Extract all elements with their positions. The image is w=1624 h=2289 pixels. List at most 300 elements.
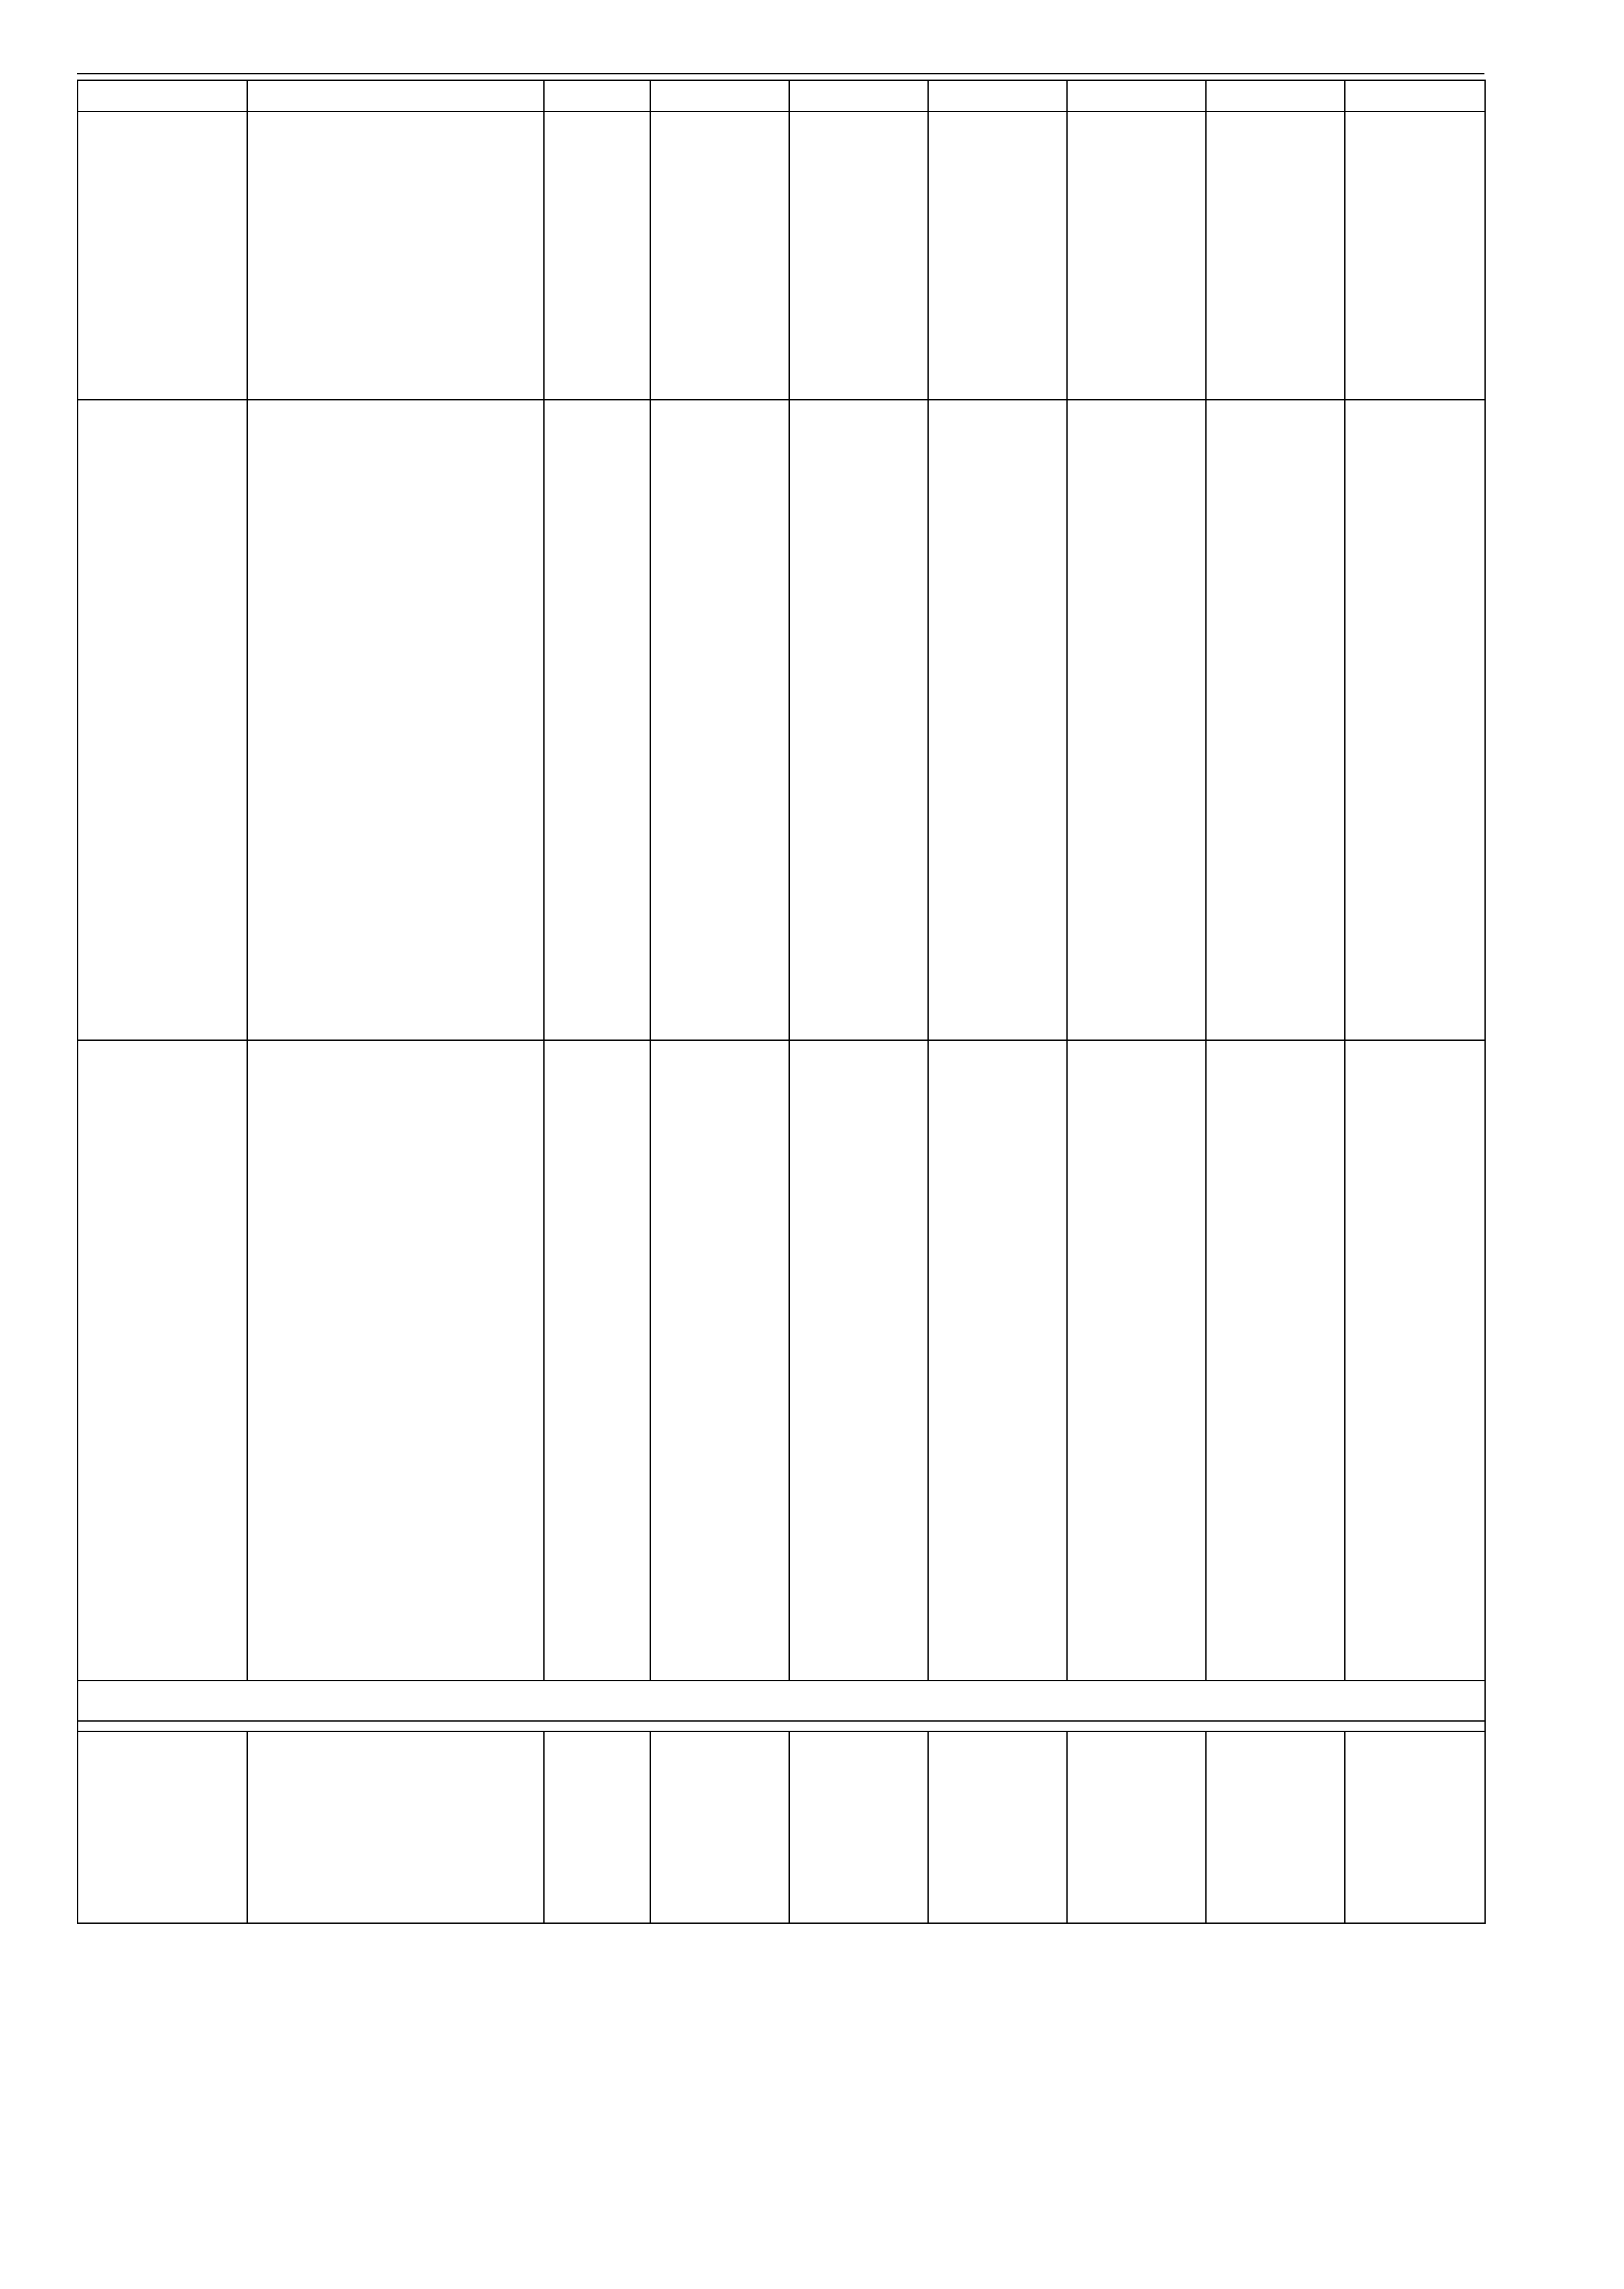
zone-code: [544, 1456, 650, 1488]
rate-value: [928, 1827, 1067, 1859]
rate-value: [1206, 1456, 1345, 1488]
rate-value: [789, 464, 928, 496]
rate-value: [789, 912, 928, 944]
rate-value: [650, 688, 789, 720]
rate-value: [1067, 112, 1206, 143]
rate-value: [1067, 143, 1206, 175]
rate-value: [650, 560, 789, 591]
rate-value: [1206, 1008, 1345, 1040]
zone-code: [544, 1040, 650, 1072]
rate-value: [1206, 1552, 1345, 1584]
rate-value: [650, 976, 789, 1008]
rate-code: [78, 112, 247, 400]
column-number: [928, 80, 1067, 112]
rate-value: [789, 1891, 928, 1923]
rate-value: [650, 1136, 789, 1168]
rate-total: [1345, 400, 1485, 1040]
table-title-cell: [78, 1681, 1485, 1721]
rate-value: [1067, 1827, 1206, 1859]
rate-value: [1067, 752, 1206, 784]
rate-value: [928, 591, 1067, 623]
rate-value: [650, 1360, 789, 1392]
rate-value: [650, 1296, 789, 1328]
rate-value: [1067, 1552, 1206, 1584]
rate-value: [1206, 1360, 1345, 1392]
rate-value: [650, 1072, 789, 1104]
rate-value: [789, 400, 928, 432]
rate-value: [650, 400, 789, 432]
zone-code: [544, 464, 650, 496]
rate-value: [928, 1552, 1067, 1584]
rate-value: [928, 560, 1067, 591]
rate-value: [789, 1392, 928, 1424]
rate-code: [78, 1731, 247, 1924]
rate-value: [1067, 432, 1206, 464]
rate-value: [1067, 688, 1206, 720]
zone-code: [544, 624, 650, 656]
rate-value: [650, 944, 789, 976]
rate-value: [789, 1827, 928, 1859]
rate-value: [1067, 1488, 1206, 1520]
zone-code: [544, 1488, 650, 1520]
zone-code: [544, 1584, 650, 1616]
rate-value: [650, 1104, 789, 1136]
rate-value: [1067, 816, 1206, 848]
rate-value: [1067, 1795, 1206, 1827]
rate-value: [928, 239, 1067, 271]
rate-value: [650, 1616, 789, 1648]
rate-value: [789, 1552, 928, 1584]
rate-value: [650, 336, 789, 368]
rate-value: [1206, 784, 1345, 816]
rate-value: [928, 207, 1067, 239]
rate-value: [789, 271, 928, 303]
rate-value: [789, 1328, 928, 1360]
rate-value: [789, 432, 928, 464]
table-row: [78, 1731, 1485, 1763]
rate-value: [1206, 1168, 1345, 1200]
rate-value: [789, 560, 928, 591]
zone-code: [544, 1827, 650, 1859]
rate-value: [1206, 752, 1345, 784]
rate-value: [650, 912, 789, 944]
rate-value: [1067, 784, 1206, 816]
zone-code: [544, 784, 650, 816]
rate-value: [650, 432, 789, 464]
rate-value: [928, 464, 1067, 496]
rate-value: [650, 784, 789, 816]
rate-value: [928, 143, 1067, 175]
rate-value: [1206, 591, 1345, 623]
rate-value: [789, 1008, 928, 1040]
zone-code: [544, 175, 650, 207]
zone-code: [544, 1296, 650, 1328]
zone-code: [544, 432, 650, 464]
rate-value: [928, 848, 1067, 880]
rate-value: [1206, 368, 1345, 400]
rate-value: [928, 368, 1067, 400]
rate-value: [928, 1731, 1067, 1763]
rate-value: [650, 1520, 789, 1552]
rate-value: [928, 976, 1067, 1008]
rate-value: [928, 1424, 1067, 1456]
rate-value: [928, 336, 1067, 368]
rate-value: [1206, 1520, 1345, 1552]
column-number: [78, 80, 247, 112]
rate-value: [1206, 239, 1345, 271]
rate-value: [650, 1731, 789, 1763]
rate-value: [1206, 1616, 1345, 1648]
subheading-row: [78, 1721, 1485, 1731]
rate-total: [1345, 112, 1485, 400]
rate-value: [789, 1264, 928, 1296]
rate-value: [789, 1232, 928, 1264]
rate-value: [650, 239, 789, 271]
rate-value: [1067, 304, 1206, 336]
rate-value: [928, 1795, 1067, 1827]
zone-code: [544, 112, 650, 143]
rate-value: [1067, 1616, 1206, 1648]
rate-value: [650, 1763, 789, 1795]
rate-value: [928, 1649, 1067, 1681]
rate-value: [650, 464, 789, 496]
rate-value: [928, 1520, 1067, 1552]
rate-value: [1206, 1392, 1345, 1424]
zone-code: [544, 976, 650, 1008]
zone-code: [544, 368, 650, 400]
zone-code: [544, 496, 650, 528]
rate-total: [1345, 1040, 1485, 1681]
rate-value: [789, 528, 928, 560]
rate-value: [1206, 560, 1345, 591]
rate-value: [1067, 1424, 1206, 1456]
rate-code: [78, 400, 247, 1040]
zone-code: [544, 1360, 650, 1392]
rate-value: [1206, 271, 1345, 303]
rate-value: [789, 1859, 928, 1891]
table-row: [78, 1040, 1485, 1072]
rate-value: [1206, 1200, 1345, 1232]
rate-value: [928, 304, 1067, 336]
rate-value: [928, 175, 1067, 207]
zone-code: [544, 1795, 650, 1827]
rate-value: [928, 1168, 1067, 1200]
rate-value: [1206, 688, 1345, 720]
rate-value: [789, 207, 928, 239]
zone-code: [544, 304, 650, 336]
rate-value: [650, 624, 789, 656]
rate-value: [789, 688, 928, 720]
rate-value: [1206, 112, 1345, 143]
zone-code: [544, 207, 650, 239]
rate-value: [1067, 1731, 1206, 1763]
zone-code: [544, 656, 650, 688]
rate-value: [789, 1584, 928, 1616]
rate-value: [650, 1392, 789, 1424]
rate-value: [1206, 1424, 1345, 1456]
rate-value: [1206, 1040, 1345, 1072]
rate-value: [650, 1649, 789, 1681]
rate-value: [1067, 624, 1206, 656]
column-number-row: [78, 80, 1485, 112]
column-number: [1067, 80, 1206, 112]
rate-value: [1206, 1649, 1345, 1681]
rate-value: [1067, 1136, 1206, 1168]
rate-value: [1067, 720, 1206, 752]
rate-value: [1206, 1859, 1345, 1891]
rate-value: [789, 816, 928, 848]
rate-value: [1067, 1649, 1206, 1681]
rate-value: [789, 304, 928, 336]
rate-value: [928, 752, 1067, 784]
rate-value: [1206, 1584, 1345, 1616]
rate-value: [1206, 207, 1345, 239]
rate-value: [789, 848, 928, 880]
rate-value: [928, 1360, 1067, 1392]
rate-value: [789, 143, 928, 175]
rate-value: [650, 1008, 789, 1040]
rate-value: [928, 1200, 1067, 1232]
rate-value: [1206, 1264, 1345, 1296]
rate-value: [650, 1456, 789, 1488]
zone-code: [544, 400, 650, 432]
rate-description: [247, 400, 544, 1040]
rate-value: [1206, 1072, 1345, 1104]
rate-value: [650, 207, 789, 239]
rate-value: [650, 816, 789, 848]
zone-code: [544, 848, 650, 880]
rate-value: [1067, 1040, 1206, 1072]
rate-value: [1206, 1827, 1345, 1859]
rate-value: [789, 1296, 928, 1328]
rate-value: [650, 1232, 789, 1264]
rate-value: [1206, 1296, 1345, 1328]
rate-description: [247, 1040, 544, 1681]
zone-code: [544, 560, 650, 591]
rate-value: [789, 944, 928, 976]
rate-value: [789, 1763, 928, 1795]
rate-value: [1206, 944, 1345, 976]
rate-value: [1206, 464, 1345, 496]
zone-code: [544, 1168, 650, 1200]
rate-value: [1206, 1488, 1345, 1520]
zone-code: [544, 591, 650, 623]
rate-value: [1067, 1104, 1206, 1136]
rate-value: [1206, 336, 1345, 368]
rate-value: [1206, 1104, 1345, 1136]
rate-value: [789, 1424, 928, 1456]
rate-value: [928, 624, 1067, 656]
rate-value: [1067, 1891, 1206, 1923]
rate-value: [1067, 1264, 1206, 1296]
rate-value: [789, 880, 928, 912]
zone-code: [544, 1552, 650, 1584]
rate-value: [1206, 175, 1345, 207]
rate-value: [1206, 400, 1345, 432]
rate-value: [650, 720, 789, 752]
rate-value: [1067, 464, 1206, 496]
rate-value: [1067, 239, 1206, 271]
rate-value: [1067, 528, 1206, 560]
rate-value: [789, 1795, 928, 1827]
rate-value: [1067, 848, 1206, 880]
rate-value: [1067, 271, 1206, 303]
rate-value: [789, 1649, 928, 1681]
rate-value: [650, 112, 789, 143]
column-number: [247, 80, 544, 112]
rate-value: [789, 784, 928, 816]
rate-value: [1206, 1763, 1345, 1795]
rate-value: [1067, 912, 1206, 944]
rate-value: [928, 1040, 1067, 1072]
rate-value: [789, 1040, 928, 1072]
zone-code: [544, 1136, 650, 1168]
rate-value: [928, 112, 1067, 143]
rate-value: [650, 1488, 789, 1520]
rate-value: [1067, 175, 1206, 207]
rate-total: [1345, 1731, 1485, 1924]
table-row: [78, 112, 1485, 143]
rate-value: [928, 1296, 1067, 1328]
rate-value: [1206, 528, 1345, 560]
rate-value: [789, 1168, 928, 1200]
rate-value: [1067, 368, 1206, 400]
rate-value: [1206, 848, 1345, 880]
rate-value: [1067, 1859, 1206, 1891]
rate-value: [789, 1731, 928, 1763]
rate-value: [650, 1040, 789, 1072]
rate-value: [789, 1456, 928, 1488]
rate-value: [650, 591, 789, 623]
rate-value: [789, 1200, 928, 1232]
rate-value: [650, 1424, 789, 1456]
rate-value: [789, 1616, 928, 1648]
rate-value: [928, 496, 1067, 528]
zone-code: [544, 816, 650, 848]
zone-code: [544, 1763, 650, 1795]
rate-value: [1206, 720, 1345, 752]
rates-table: [77, 80, 1486, 1924]
rate-value: [1206, 1328, 1345, 1360]
rate-value: [1067, 1232, 1206, 1264]
zone-code: [544, 752, 650, 784]
zone-code: [544, 1072, 650, 1104]
rate-value: [1067, 207, 1206, 239]
rate-value: [1206, 1136, 1345, 1168]
rate-value: [1067, 1072, 1206, 1104]
rate-value: [789, 1520, 928, 1552]
rate-value: [928, 688, 1067, 720]
rate-value: [1067, 336, 1206, 368]
rate-value: [928, 912, 1067, 944]
rate-value: [1067, 1456, 1206, 1488]
rate-value: [1206, 912, 1345, 944]
rate-value: [1067, 1360, 1206, 1392]
rate-value: [1067, 1168, 1206, 1200]
rate-value: [928, 1264, 1067, 1296]
rate-value: [1067, 591, 1206, 623]
rate-value: [650, 1859, 789, 1891]
rate-value: [1206, 816, 1345, 848]
rate-value: [650, 175, 789, 207]
rate-value: [650, 1200, 789, 1232]
rate-value: [1067, 656, 1206, 688]
rate-value: [928, 1328, 1067, 1360]
zone-code: [544, 1616, 650, 1648]
rate-value: [1206, 1795, 1345, 1827]
rate-value: [1067, 1520, 1206, 1552]
rate-value: [650, 848, 789, 880]
rate-value: [928, 1616, 1067, 1648]
rate-value: [928, 944, 1067, 976]
zone-code: [544, 1731, 650, 1763]
zone-code: [544, 1264, 650, 1296]
rate-value: [789, 496, 928, 528]
rate-value: [650, 656, 789, 688]
rate-value: [928, 1136, 1067, 1168]
table-row: [78, 400, 1485, 432]
rate-value: [1067, 1200, 1206, 1232]
zone-code: [544, 1104, 650, 1136]
column-number: [1206, 80, 1345, 112]
column-number: [650, 80, 789, 112]
rate-value: [1067, 496, 1206, 528]
rate-description: [247, 1731, 544, 1924]
rate-value: [1067, 1584, 1206, 1616]
zone-code: [544, 1232, 650, 1264]
subheading: [78, 1721, 1485, 1731]
rate-value: [650, 1552, 789, 1584]
rate-value: [650, 1891, 789, 1923]
zone-code: [544, 944, 650, 976]
rate-value: [789, 112, 928, 143]
rate-value: [650, 496, 789, 528]
rate-value: [789, 1136, 928, 1168]
measure-line: [85, 1693, 1478, 1715]
rate-value: [789, 175, 928, 207]
rate-value: [1206, 1731, 1345, 1763]
rate-value: [1206, 496, 1345, 528]
zone-code: [544, 1424, 650, 1456]
rate-value: [928, 784, 1067, 816]
rate-value: [928, 656, 1067, 688]
rate-value: [650, 528, 789, 560]
zone-code: [544, 239, 650, 271]
zone-code: [544, 1392, 650, 1424]
zone-code: [544, 1200, 650, 1232]
rate-value: [789, 976, 928, 1008]
zone-code: [544, 912, 650, 944]
rate-value: [1067, 1763, 1206, 1795]
zone-code: [544, 1328, 650, 1360]
rate-value: [1067, 1328, 1206, 1360]
rate-value: [789, 368, 928, 400]
rate-value: [650, 880, 789, 912]
rate-value: [928, 432, 1067, 464]
rate-value: [789, 656, 928, 688]
column-number: [544, 80, 650, 112]
rate-value: [1067, 880, 1206, 912]
zone-code: [544, 880, 650, 912]
rate-value: [789, 1488, 928, 1520]
rate-value: [650, 1584, 789, 1616]
rate-value: [1206, 304, 1345, 336]
rate-value: [928, 1456, 1067, 1488]
zone-code: [544, 528, 650, 560]
rate-value: [789, 1104, 928, 1136]
column-number: [1345, 80, 1485, 112]
rate-value: [1206, 1232, 1345, 1264]
